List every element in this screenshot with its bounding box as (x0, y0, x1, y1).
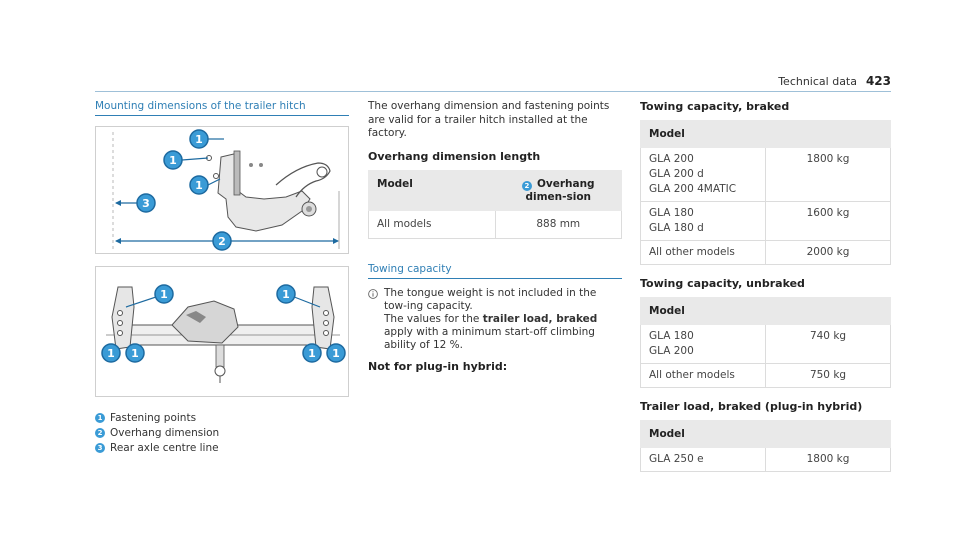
svg-text:1: 1 (282, 288, 290, 301)
model-name: GLA 200 d (649, 168, 704, 180)
model-column-header: Model (641, 298, 891, 325)
overhang-value-cell: 888 mm (495, 210, 622, 238)
towing-capacity-heading: Towing capacity (368, 263, 622, 279)
rear-callout-1-bottom-left-a (102, 344, 120, 362)
legend-number-badge: 1 (95, 413, 105, 423)
model-name: GLA 180 (649, 330, 694, 342)
model-cell (641, 148, 766, 202)
model-name: GLA 180 (649, 207, 694, 219)
model-cell: All models (369, 210, 496, 238)
svg-text:1: 1 (131, 347, 139, 360)
model-name: GLA 180 d (649, 222, 704, 234)
column-overhang-towing (368, 100, 622, 380)
model-name: GLA 250 e (649, 453, 704, 465)
svg-text:1: 1 (107, 347, 115, 360)
capacity-value-cell: 1600 kg (766, 202, 891, 241)
header-title: Technical data (778, 75, 857, 88)
callout-1-top (190, 130, 208, 148)
model-name: GLA 200 4MATIC (649, 183, 737, 195)
table-row (641, 202, 891, 241)
rear-view-drawing (96, 267, 350, 398)
capacity-value-cell: 740 kg (766, 325, 891, 364)
side-view-drawing (96, 127, 350, 255)
overhang-number-badge: 2 (522, 181, 532, 191)
column-towing-tables (640, 100, 891, 472)
legend-item (95, 440, 349, 455)
page-number: 423 (865, 74, 891, 88)
capacity-value-cell: 1800 kg (766, 448, 891, 472)
model-cell (641, 241, 766, 265)
towing-note (368, 287, 622, 352)
legend-label: Overhang dimension (110, 426, 220, 439)
figure-legend (95, 410, 349, 455)
braked-table (640, 120, 891, 265)
rear-callout-1-bottom-right-a (303, 344, 321, 362)
model-name: GLA 200 (649, 153, 694, 165)
table-row (641, 364, 891, 388)
hybrid-table (640, 420, 891, 472)
unbraked-heading: Towing capacity, unbraked (640, 277, 805, 290)
svg-text:1: 1 (160, 288, 168, 301)
svg-text:1: 1 (195, 179, 203, 192)
model-cell (641, 364, 766, 388)
mounting-dimensions-heading: Mounting dimensions of the trailer hitch (95, 100, 349, 116)
rear-callout-1-bottom-right-b (327, 344, 345, 362)
legend-item (95, 425, 349, 440)
table-row (641, 325, 891, 364)
hybrid-heading: Trailer load, braked (plug-in hybrid) (640, 400, 863, 413)
model-column-header: Model (369, 170, 496, 210)
callout-2 (213, 232, 231, 250)
model-column-header: Model (641, 421, 891, 448)
overhang-length-heading: Overhang dimension length (368, 149, 541, 163)
legend-label: Rear axle centre line (110, 441, 219, 454)
model-name: All other models (649, 246, 735, 258)
table-row (641, 448, 891, 472)
rear-callout-1-top-left (155, 285, 173, 303)
svg-text:3: 3 (142, 197, 150, 210)
model-column-header: Model (641, 121, 891, 148)
rear-callout-1-bottom-left-b (126, 344, 144, 362)
note-text-2: The values for the (384, 312, 483, 325)
callout-3 (137, 194, 155, 212)
svg-text:1: 1 (169, 154, 177, 167)
model-cell (641, 448, 766, 472)
overhang-column-header (495, 170, 622, 210)
capacity-value-cell: 2000 kg (766, 241, 891, 265)
model-cell (641, 202, 766, 241)
table-row (641, 148, 891, 202)
svg-text:1: 1 (332, 347, 340, 360)
model-cell (641, 325, 766, 364)
overhang-column-label: Overhang dimen-sion (525, 177, 595, 203)
legend-item (95, 410, 349, 425)
callout-1-bottom (190, 176, 208, 194)
note-text-3: apply with a minimum start-off climbing ability of 12 %. (384, 325, 595, 351)
model-name: GLA 200 (649, 345, 694, 357)
overhang-intro-text: The overhang dimension and fastening points are valid for a trailer hitch installed at the factory. (368, 100, 610, 139)
column-mounting-dimensions (95, 100, 349, 455)
table-header-row (641, 421, 891, 448)
model-name: All other models (649, 369, 735, 381)
legend-number-badge: 2 (95, 428, 105, 438)
table-header-row (641, 298, 891, 325)
overhang-table (368, 170, 622, 239)
note-bold-term: trailer load, braked (482, 312, 598, 325)
callout-1-middle (164, 151, 182, 169)
braked-heading: Towing capacity, braked (640, 100, 790, 113)
svg-text:1: 1 (195, 133, 203, 146)
trailer-hitch-rear-view-figure (95, 266, 349, 397)
legend-number-badge: 3 (95, 443, 105, 453)
note-text-1: The tongue weight is not included in the tow-ing capacity. (384, 286, 597, 312)
plugin-hybrid-note-heading: Not for plug-in hybrid: (368, 359, 508, 373)
table-header-row (369, 170, 622, 210)
info-icon (368, 289, 378, 299)
table-row (641, 241, 891, 265)
table-header-row (641, 121, 891, 148)
capacity-value-cell: 1800 kg (766, 148, 891, 202)
rear-callout-1-top-right (277, 285, 295, 303)
capacity-value-cell: 750 kg (766, 364, 891, 388)
svg-text:1: 1 (308, 347, 316, 360)
table-row (369, 210, 622, 238)
trailer-hitch-side-view-figure (95, 126, 349, 254)
unbraked-table (640, 297, 891, 388)
page-header (95, 73, 891, 92)
svg-text:2: 2 (218, 235, 226, 248)
legend-label: Fastening points (110, 411, 197, 424)
